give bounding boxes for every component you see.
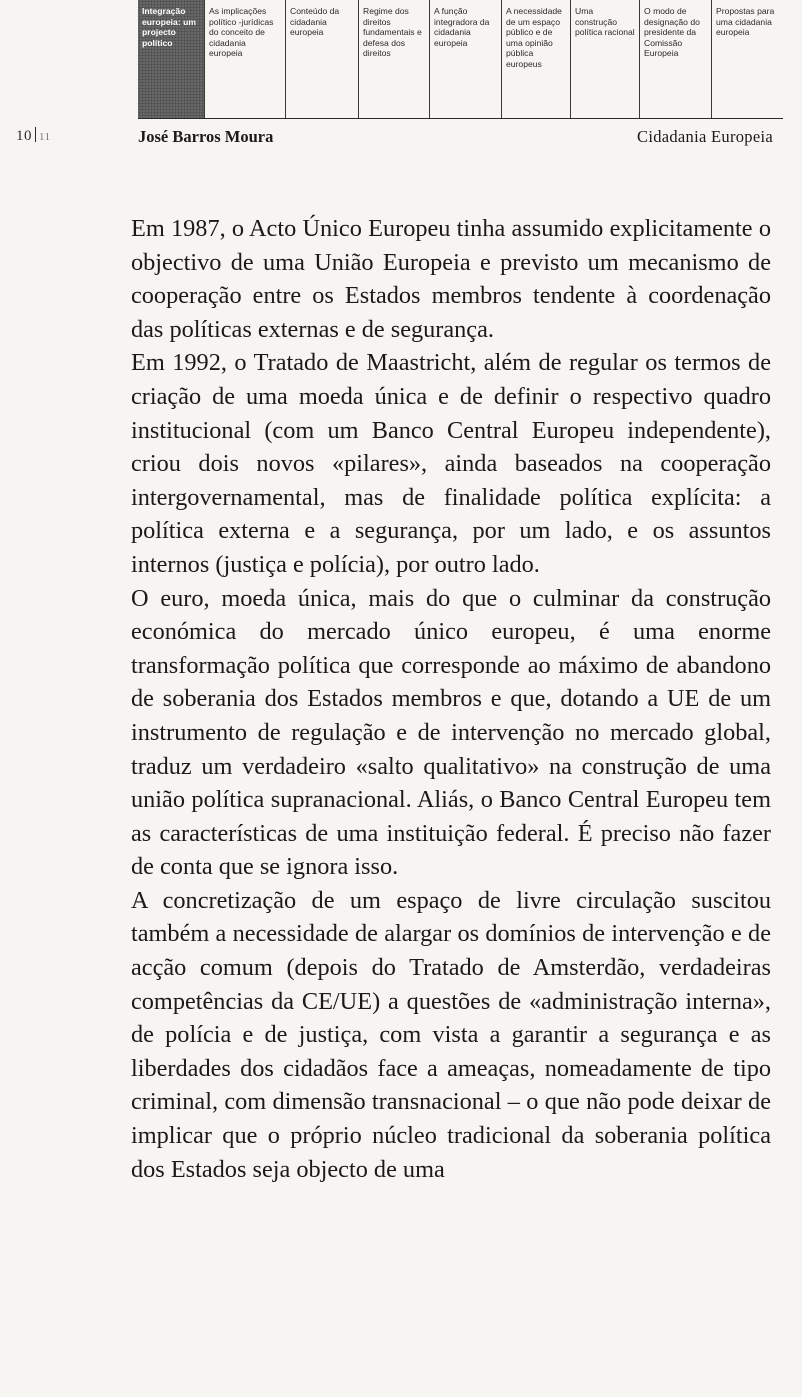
book-title: Cidadania Europeia xyxy=(637,127,773,146)
paragraph: O euro, moeda única, mais do que o culminar da construção económica do mercado único europeu, é uma enorme transformação política que corresponde ao máximo de abandono de soberania dos Estados membros e que, dotando a UE de um instrumento de regulação e de intervenção no mercado global, traduz um verdadeiro «salto qualitativo» na construção de uma união política supranacional. Aliás, o Banco Central Europeu tem as características de uma instituição federal. É preciso não fazer de conta que se ignora isso. xyxy=(131,584,771,881)
chapter-nav-strip xyxy=(138,0,783,119)
paragraph: Em 1992, o Tratado de Maastricht, além de regular os termos de criação de uma moeda única e de definir o respectivo quadro institucional (com um Banco Central Europeu independente), criou dois novos «pilares», ainda baseados na cooperação intergovernamental, mas de finalidade política explícita: a política externa e a segurança, por um lado, e os assuntos internos (justiça e polícia), por outro lado. xyxy=(131,349,771,578)
chapter-tab: As implicações político -jurídicas do conceito de cidadania europeia xyxy=(204,0,285,118)
chapter-tab: Regime dos direitos fundamentais e defesa dos direitos xyxy=(358,0,429,118)
paragraph: A concretização de um espaço de livre circulação suscitou também a necessidade de alargar os domínios de intervenção e de acção comum (depois do Tratado de Amsterdão, verdadeiras competências da CE/UE) a questões de «administração interna», de polícia e de justiça, com vista a garantir a segurança e as liberdades dos cidadãos face a ameaças, nomeadamente de tipo criminal, com dimensão transnacional – o que não pode deixar de implicar que o próprio núcleo tradicional da soberania política dos Estados seja objecto de uma xyxy=(131,886,771,1183)
chapter-tab: O modo de designação do presidente da Comissão Europeia xyxy=(639,0,711,118)
body-text xyxy=(131,212,771,1186)
chapter-tab: Uma construção política racional xyxy=(570,0,639,118)
chapter-tab-current: Integração europeia: um projecto político xyxy=(138,0,204,118)
chapter-tab: Propostas para uma cidadania europeia xyxy=(711,0,783,118)
running-head xyxy=(0,124,802,154)
page-number-right: 11 xyxy=(39,131,51,143)
chapter-tab: Conteúdo da cidadania europeia xyxy=(285,0,358,118)
page-number-divider xyxy=(35,127,36,142)
chapter-tab: A função integradora da cidadania europeia xyxy=(429,0,501,118)
chapter-tab: A necessidade de um espaço público e de uma opinião pública europeus xyxy=(501,0,570,118)
author-name: José Barros Moura xyxy=(138,127,274,146)
page-number xyxy=(16,127,51,145)
paragraph: Em 1987, o Acto Único Europeu tinha assumido explicitamente o objectivo de uma União Europeia e previsto um mecanismo de cooperação entre os Estados membros tendente à coordenação das políticas externas e de segurança. xyxy=(131,215,771,343)
page-number-left: 10 xyxy=(16,128,32,144)
